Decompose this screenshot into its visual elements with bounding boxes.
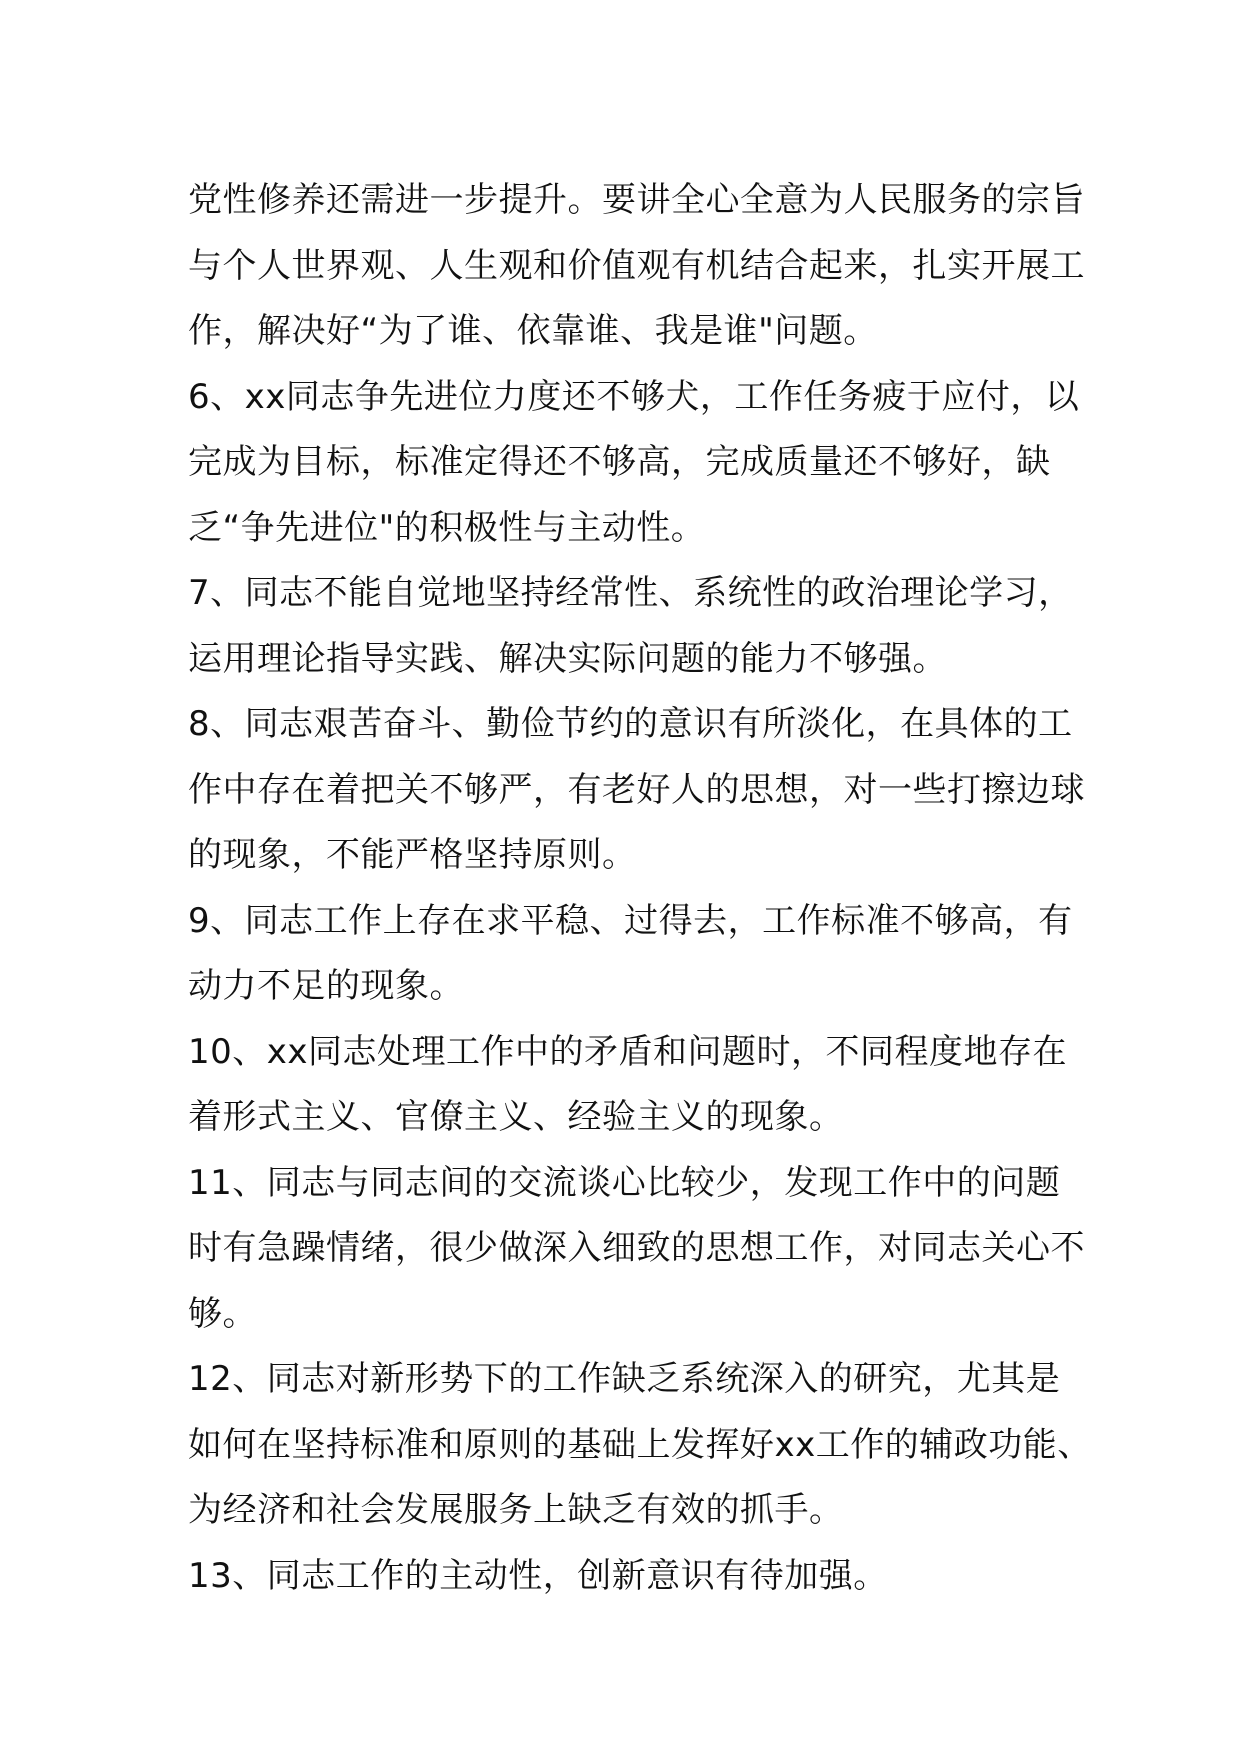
paragraph-item-9: 9、同志工作上存在求平稳、过得去，工作标准不够高，有动力不足的现象。 bbox=[188, 900, 1073, 1006]
paragraph-item-7: 7、同志不能自觉地坚持经常性、系统性的政治理论学习，运用理论指导实践、解决实际问题的能力不够强。 bbox=[188, 573, 1073, 679]
paragraph-item-13: 13、同志工作的主动性，创新意识有待加强。 bbox=[188, 1555, 888, 1596]
paragraph-item-8: 8、同志艰苦奋斗、勤俭节约的意识有所淡化，在具体的工作中存在着把关不够严，有老好人的思想，对一些打擦边球的现象，不能严格坚持原则。 bbox=[188, 704, 1085, 875]
document-body bbox=[188, 168, 1093, 1609]
paragraph-item-12: 12、同志对新形势下的工作缺乏系统深入的研究，尤其是如何在坚持标准和原则的基础上发挥好xx工作的辅政功能、为经济和社会发展服务上缺乏有效的抓手。 bbox=[188, 1359, 1092, 1530]
paragraph-item-10: 10、xx同志处理工作中的矛盾和问题时，不同程度地存在着形式主义、官僚主义、经验主义的现象。 bbox=[188, 1031, 1068, 1137]
paragraph-item-6: 6、xx同志争先进位力度还不够犬，工作任务疲于应付，以完成为目标，标准定得还不够高，完成质量还不够好，缺乏“争先进位"的积极性与主动性。 bbox=[188, 376, 1080, 548]
paragraph-item-11: 11、同志与同志间的交流谈心比较少，发现工作中的问题时有急躁情绪，很少做深入细致的思想工作，对同志关心不够。 bbox=[188, 1162, 1085, 1334]
paragraph-continuation: 党性修养还需进一步提升。要讲全心全意为人民服务的宗旨与个人世界观、人生观和价值观有机结合起来，扎实开展工作，解决好“为了谁、依靠谁、我是谁"问题。 bbox=[188, 180, 1085, 351]
